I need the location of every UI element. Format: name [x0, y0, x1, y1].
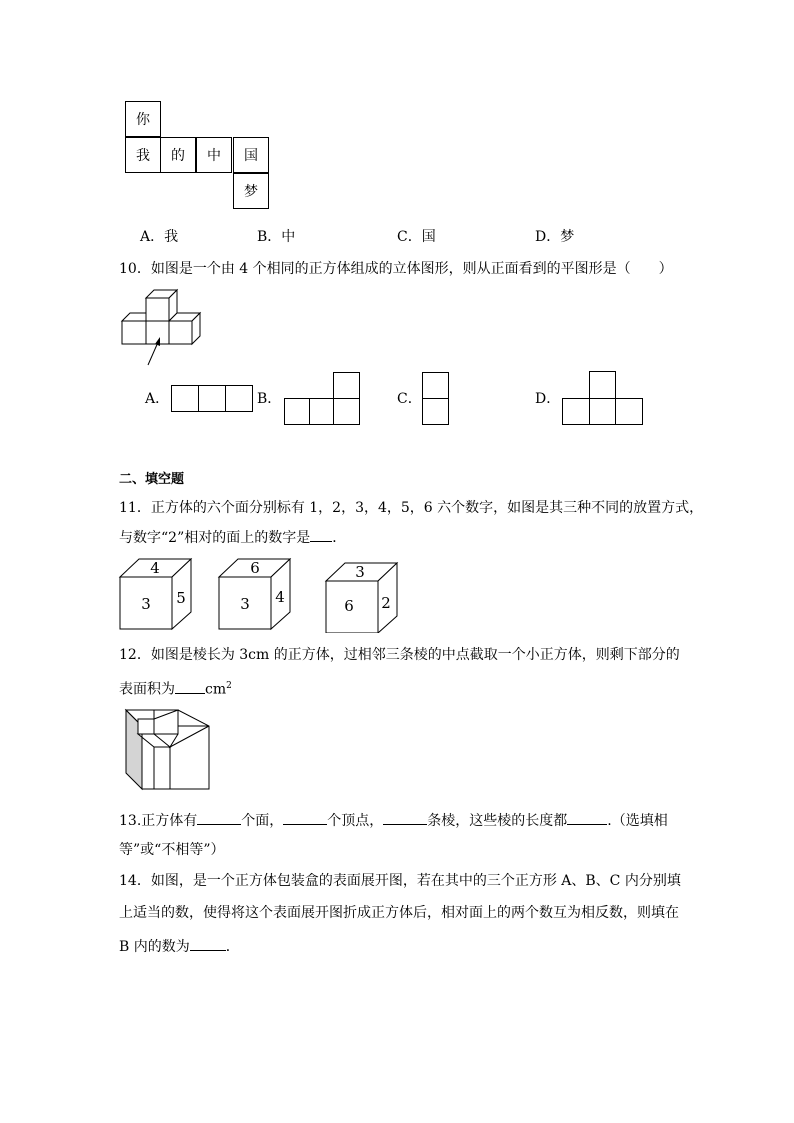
q9-option-d: D．梦	[535, 229, 575, 245]
net-cell-meng: 梦	[233, 173, 269, 209]
q13-blank-edges	[383, 810, 427, 825]
q9-option-c: C．国	[397, 229, 436, 245]
cube-3-front-number: 6	[344, 597, 354, 615]
cube-3-top-number: 3	[355, 563, 365, 581]
q10-option-b-label: B．	[257, 391, 282, 407]
q10-a-square	[171, 385, 199, 412]
q10-d-square	[589, 371, 616, 399]
q11-answer-blank	[310, 527, 332, 542]
net-cell-de: 的	[160, 137, 196, 173]
q10-d-square	[562, 398, 590, 425]
cube-1-side-number: 5	[176, 589, 186, 607]
net-cell-wo: 我	[125, 137, 161, 173]
q11-line2: 与数字“2”相对的面上的数字是 ．	[119, 527, 346, 548]
top-cube-front	[146, 298, 169, 321]
left-cube-front	[122, 321, 146, 344]
q13-blank-vertices	[283, 810, 327, 825]
cube-2-side-number: 4	[275, 588, 285, 606]
q14-line3: B 内的数为 ．	[119, 936, 240, 957]
q10-d-square	[589, 398, 616, 425]
q11-line1: 11．正方体的六个面分别标有 1，2，3，4，5，6 六个数字，如图是其三种不同的放置方式，	[119, 500, 704, 516]
net-cell-zhong: 中	[196, 137, 232, 173]
q10-stem: 10．如图是一个由 4 个相同的正方体组成的立体图形，则从正面看到的平图形是（ ）	[119, 261, 673, 277]
cube-2-top-number: 6	[250, 559, 260, 577]
q13-blank-faces	[197, 810, 241, 825]
q14-answer-blank	[190, 936, 226, 951]
q14-line1: 14．如图，是一个正方体包装盒的表面展开图，若在其中的三个正方形 A、B、C 内分别填	[119, 873, 681, 889]
q10-option-a-label: A．	[145, 391, 170, 407]
q10-b-square	[333, 372, 360, 399]
q14-line2: 上适当的数，使得将这个表面展开图折成正方体后，相对面上的两个数互为相反数，则填在	[119, 905, 679, 921]
q12-cut-cube-figure	[124, 706, 214, 792]
cube-1-top-number: 4	[150, 559, 160, 577]
q10-option-d-label: D．	[535, 391, 561, 407]
cube-1-front-number: 3	[141, 595, 151, 613]
left-cube-top-face	[122, 313, 146, 321]
q10-c-square	[422, 372, 449, 399]
q10-a-square	[198, 385, 226, 412]
notch-front-drop	[154, 747, 170, 789]
q10-c-square	[422, 398, 449, 425]
section-title: 二、填空题	[119, 472, 185, 487]
q13-blank-length	[567, 810, 607, 825]
q12-line1: 12．如图是棱长为 3cm 的正方体，过相邻三条棱的中点截取一个小正方体，则剩下部分的	[119, 647, 680, 663]
net-cell-guo: 国	[233, 137, 269, 173]
q10-d-square	[615, 398, 643, 425]
q10-solid-figure	[118, 287, 208, 369]
q13-line2: 等”或“不相等”）	[119, 842, 225, 858]
notch-back-face	[138, 719, 154, 734]
q12-answer-blank	[175, 679, 205, 694]
q13-line1: 13.正方体有 个面， 个顶点， 条棱，这些棱的长度都 .（选填相	[119, 810, 668, 831]
q12-line2: 表面积为 $cm^2$	[119, 676, 232, 700]
q9-option-a: A．我	[140, 229, 179, 245]
right-cube-front	[169, 321, 192, 344]
q10-b-square	[333, 398, 360, 425]
cube-3-side-number: 2	[381, 594, 391, 612]
q9-option-b: B．中	[257, 229, 296, 245]
q10-a-square	[225, 385, 253, 412]
q10-option-c-label: C．	[397, 391, 422, 407]
q10-b-square	[284, 398, 310, 425]
q11-cubes-figure	[118, 557, 418, 633]
q10-b-square	[309, 398, 334, 425]
cube-2-front-number: 3	[240, 595, 250, 613]
net-cell-ni: 你	[125, 101, 161, 137]
